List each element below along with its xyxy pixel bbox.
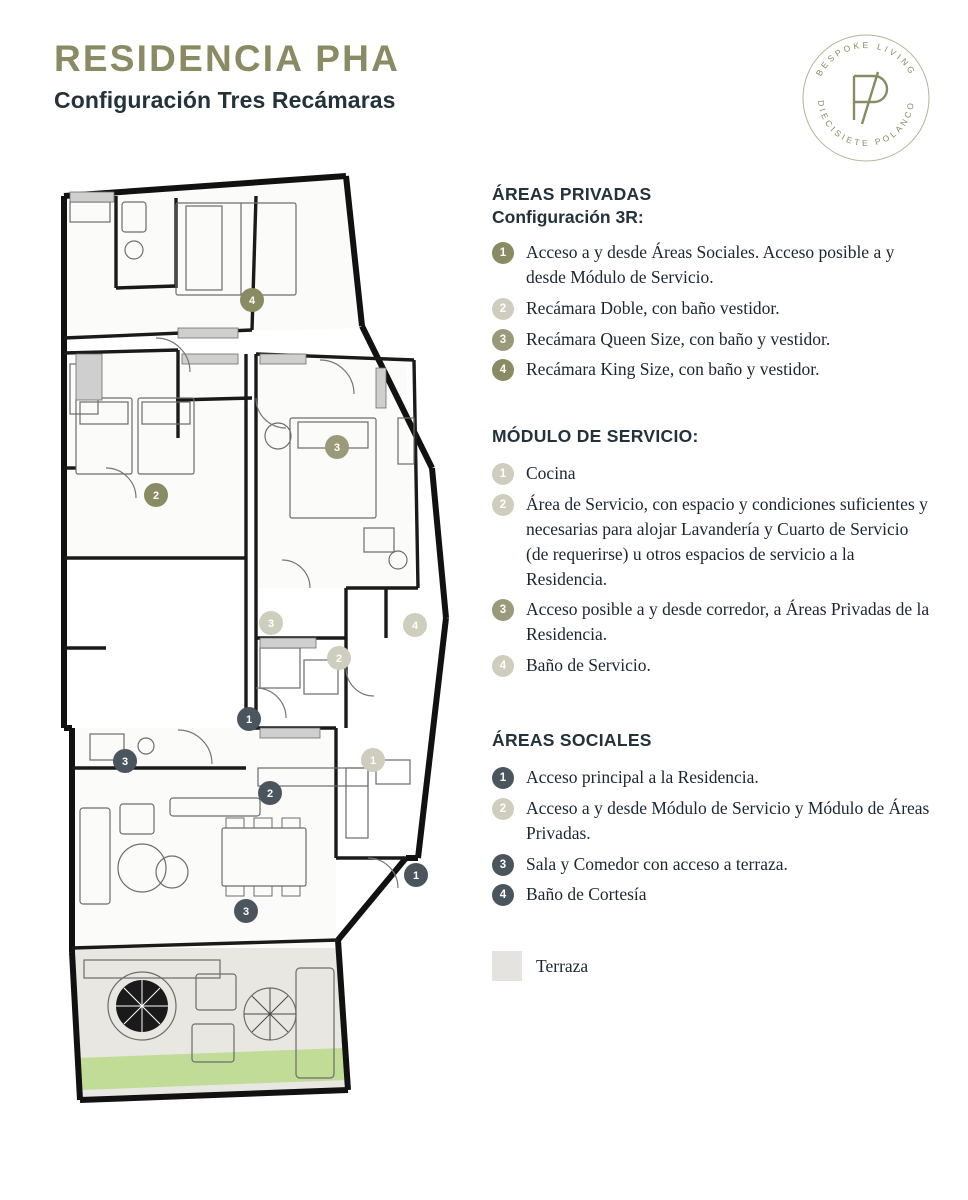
- legend-panel: [492, 184, 932, 981]
- plan-marker-2-social: [258, 781, 282, 805]
- legend-heading-areas-sociales: ÁREAS SOCIALES: [492, 729, 652, 750]
- svg-text:2: 2: [335, 653, 343, 665]
- plan-marker-4-bath: [403, 613, 427, 637]
- legend-item-privadas-2: [492, 296, 932, 321]
- plan-marker-group: [113, 288, 428, 923]
- legend-item-text: Acceso a y desde Módulo de Servicio y Módulo de Áreas Privadas.: [526, 797, 930, 843]
- legend-item-text: Área de Servicio, con espacio y condiciones suficientes y necesarias para alojar Lavandería y Cuarto de Servicio (de requerirse) u otros espacios de servicio a la Residencia.: [526, 494, 928, 589]
- svg-text:3: 3: [333, 442, 341, 454]
- badge-icon: 2: [492, 494, 514, 516]
- legend-item-text: Recámara King Size, con baño y vestidor.: [526, 359, 820, 380]
- plan-marker-1-kitchen: [361, 748, 385, 772]
- legend-item-privadas-4: [492, 357, 932, 382]
- brand-logo: [796, 28, 936, 168]
- badge-icon: 2: [492, 298, 514, 320]
- legend-item-sociales-1: [492, 765, 932, 790]
- svg-text:2: 2: [266, 788, 274, 800]
- legend-list-areas-privadas: [492, 240, 932, 382]
- badge-icon: 1: [492, 463, 514, 485]
- badge-icon: 3: [492, 329, 514, 351]
- legend-heading-modulo-servicio: MÓDULO DE SERVICIO:: [492, 426, 699, 447]
- legend-item-text: Baño de Cortesía: [526, 884, 647, 905]
- svg-text:BESPOKE LIVING: BESPOKE LIVING: [813, 39, 919, 78]
- svg-text:3: 3: [242, 906, 250, 918]
- svg-text:1: 1: [369, 755, 377, 767]
- svg-text:4: 4: [411, 620, 419, 632]
- legend-item-privadas-3: [492, 327, 932, 352]
- terraza-label: Terraza: [536, 955, 589, 976]
- plan-marker-1-access: [404, 863, 428, 887]
- legend-item-text: Acceso a y desde Áreas Sociales. Acceso posible a y desde Módulo de Servicio.: [526, 242, 895, 287]
- legend-item-text: Recámara Doble, con baño vestidor.: [526, 297, 780, 318]
- svg-text:1: 1: [412, 870, 420, 882]
- legend-terraza-key: [492, 951, 932, 981]
- plan-marker-3-queen: [325, 435, 349, 459]
- legend-heading-areas-privadas: ÁREAS PRIVADAS: [492, 184, 652, 204]
- legend-item-text: Cocina: [526, 463, 576, 484]
- legend-item-servicio-2: [492, 492, 932, 591]
- badge-icon: 1: [492, 767, 514, 789]
- plan-marker-3-living: [234, 899, 258, 923]
- legend-list-areas-sociales: [492, 765, 932, 907]
- legend-item-servicio-4: [492, 653, 932, 678]
- legend-section-areas-sociales: [492, 730, 932, 907]
- terraza-swatch-icon: [492, 951, 522, 981]
- page-subtitle: Configuración Tres Recámaras: [54, 86, 396, 113]
- legend-section-areas-privadas: [492, 184, 932, 382]
- plan-marker-3-service: [113, 749, 137, 773]
- svg-text:2: 2: [152, 490, 160, 502]
- badge-icon: 3: [492, 854, 514, 876]
- badge-icon: 1: [492, 242, 514, 264]
- svg-text:4: 4: [248, 295, 256, 307]
- badge-icon: 3: [492, 599, 514, 621]
- legend-item-sociales-2: [492, 796, 932, 846]
- page-header: [54, 40, 614, 114]
- plan-marker-2-doble: [144, 483, 168, 507]
- legend-subheading-config-3r: Configuración 3R:: [492, 207, 644, 227]
- svg-text:3: 3: [121, 756, 129, 768]
- plan-marker-2-corridor: [327, 646, 351, 670]
- legend-item-servicio-1: [492, 461, 932, 486]
- legend-item-servicio-3: [492, 597, 932, 647]
- legend-item-text: Sala y Comedor con acceso a terraza.: [526, 853, 788, 874]
- svg-text:3: 3: [267, 618, 275, 630]
- legend-section-modulo-servicio: [492, 426, 932, 678]
- legend-item-text: Baño de Servicio.: [526, 655, 651, 676]
- badge-icon: 4: [492, 655, 514, 677]
- badge-icon: 4: [492, 359, 514, 381]
- svg-text:1: 1: [245, 714, 253, 726]
- legend-item-privadas-1: [492, 240, 932, 290]
- legend-item-text: Acceso posible a y desde corredor, a Áreas Privadas de la Residencia.: [526, 599, 930, 645]
- plan-marker-1-private: [237, 707, 261, 731]
- legend-item-sociales-3: [492, 852, 932, 877]
- badge-icon: 4: [492, 884, 514, 906]
- floor-plan: [46, 168, 466, 1108]
- legend-item-text: Acceso principal a la Residencia.: [526, 766, 759, 787]
- badge-icon: 2: [492, 798, 514, 820]
- legend-list-modulo-servicio: [492, 461, 932, 678]
- page-title: RESIDENCIA PHA: [54, 38, 401, 79]
- legend-item-sociales-4: [492, 882, 932, 907]
- svg-text:DIECISIETE POLANCO: DIECISIETE POLANCO: [815, 99, 917, 149]
- plan-marker-3-corridor: [259, 611, 283, 635]
- legend-item-text: Recámara Queen Size, con baño y vestidor.: [526, 328, 831, 349]
- plan-marker-4-king: [240, 288, 264, 312]
